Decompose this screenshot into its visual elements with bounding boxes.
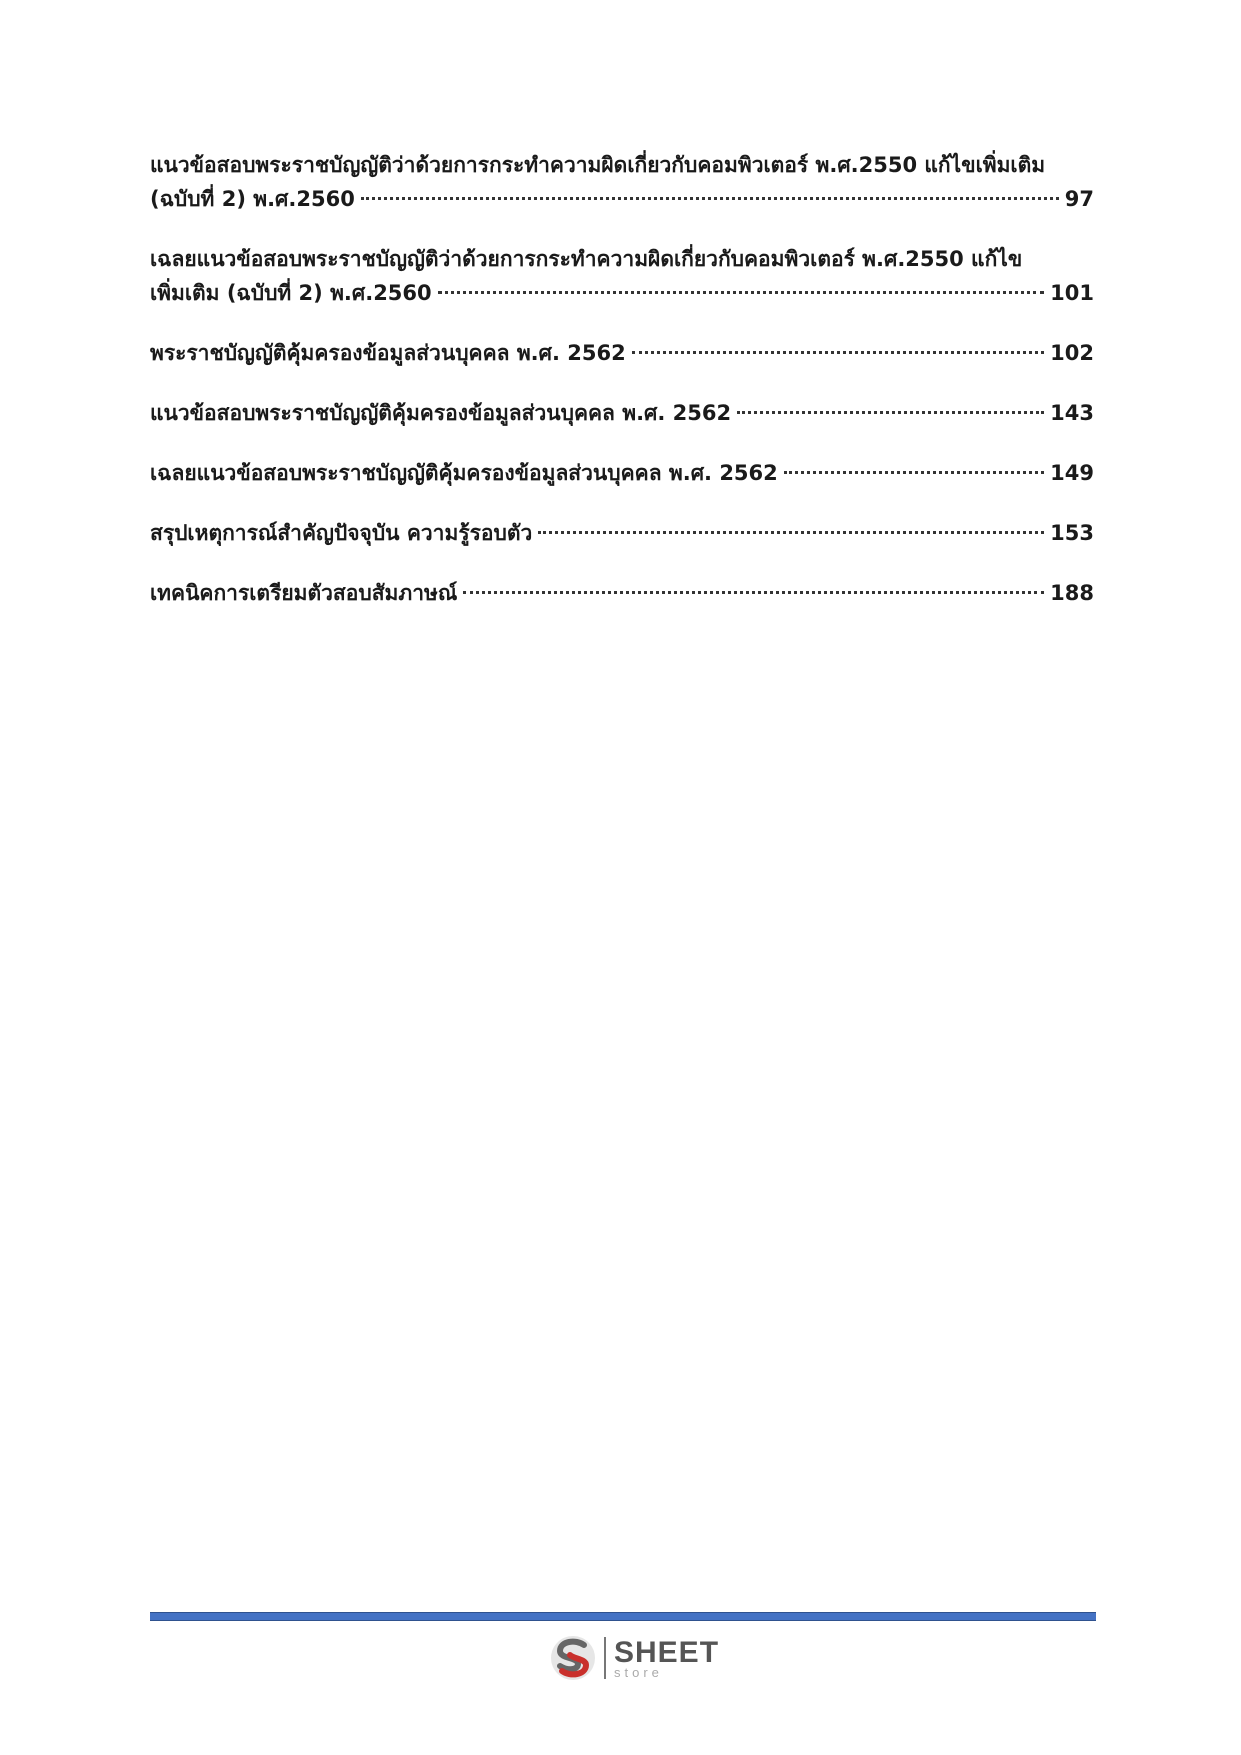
table-of-contents (150, 148, 1094, 636)
toc-entry-row (150, 396, 1094, 430)
toc-entry[interactable] (150, 396, 1094, 430)
toc-entry-title: (ฉบับที่ 2) พ.ศ.2560 (150, 187, 355, 211)
sheet-store-logo (548, 1630, 719, 1686)
toc-entry-title: สรุปเหตุการณ์สำคัญปัจจุบัน ความรู้รอบตัว (150, 521, 533, 545)
dot-leader (737, 410, 1044, 414)
toc-entry[interactable] (150, 516, 1094, 550)
dot-leader (538, 530, 1044, 534)
toc-entry-title: เทคนิคการเตรียมตัวสอบสัมภาษณ์ (150, 581, 458, 605)
dot-leader (632, 350, 1044, 354)
toc-page-number: 143 (1050, 401, 1094, 425)
toc-entry-row (150, 182, 1094, 216)
toc-entry-row (150, 576, 1094, 610)
toc-entry-row (150, 336, 1094, 370)
toc-entry-title: แนวข้อสอบพระราชบัญญัติคุ้มครองข้อมูลส่วนบุคคล พ.ศ. 2562 (150, 401, 732, 425)
toc-page-number: 188 (1050, 581, 1094, 605)
toc-entry-title: เพิ่มเติม (ฉบับที่ 2) พ.ศ.2560 (150, 281, 432, 305)
toc-entry[interactable] (150, 148, 1094, 216)
dot-leader (463, 590, 1044, 594)
toc-entry-title-line: แนวข้อสอบพระราชบัญญัติว่าด้วยการกระทำความผิดเกี่ยวกับคอมพิวเตอร์ พ.ศ.2550 แก้ไขเพิ่มเติม (150, 153, 1046, 177)
toc-entry[interactable] (150, 336, 1094, 370)
dot-leader (784, 470, 1044, 474)
toc-entry[interactable] (150, 456, 1094, 490)
toc-entry-row (150, 516, 1094, 550)
toc-entry[interactable] (150, 242, 1094, 310)
footer-divider (150, 1612, 1096, 1621)
toc-entry[interactable] (150, 576, 1094, 610)
toc-entry-row (150, 456, 1094, 490)
toc-entry-title-line: เฉลยแนวข้อสอบพระราชบัญญัติว่าด้วยการกระทำความผิดเกี่ยวกับคอมพิวเตอร์ พ.ศ.2550 แก้ไข (150, 247, 1023, 271)
toc-page-number: 149 (1050, 461, 1094, 485)
toc-page-number: 97 (1064, 187, 1094, 211)
dot-leader (361, 196, 1059, 200)
brand-subtitle: store (614, 1664, 663, 1680)
toc-page-number: 153 (1050, 521, 1094, 545)
logo-divider (604, 1637, 606, 1679)
dot-leader (438, 290, 1045, 294)
logo-text (614, 1635, 720, 1680)
toc-page-number: 102 (1050, 341, 1094, 365)
toc-entry-title: พระราชบัญญัติคุ้มครองข้อมูลส่วนบุคคล พ.ศ. 2562 (150, 341, 626, 365)
brand-name: SHEET (614, 1635, 720, 1669)
sheet-store-s-logo-icon (548, 1633, 598, 1683)
toc-entry-row (150, 276, 1094, 310)
toc-entry-title: เฉลยแนวข้อสอบพระราชบัญญัติคุ้มครองข้อมูลส่วนบุคคล พ.ศ. 2562 (150, 461, 778, 485)
toc-page-number: 101 (1050, 281, 1094, 305)
